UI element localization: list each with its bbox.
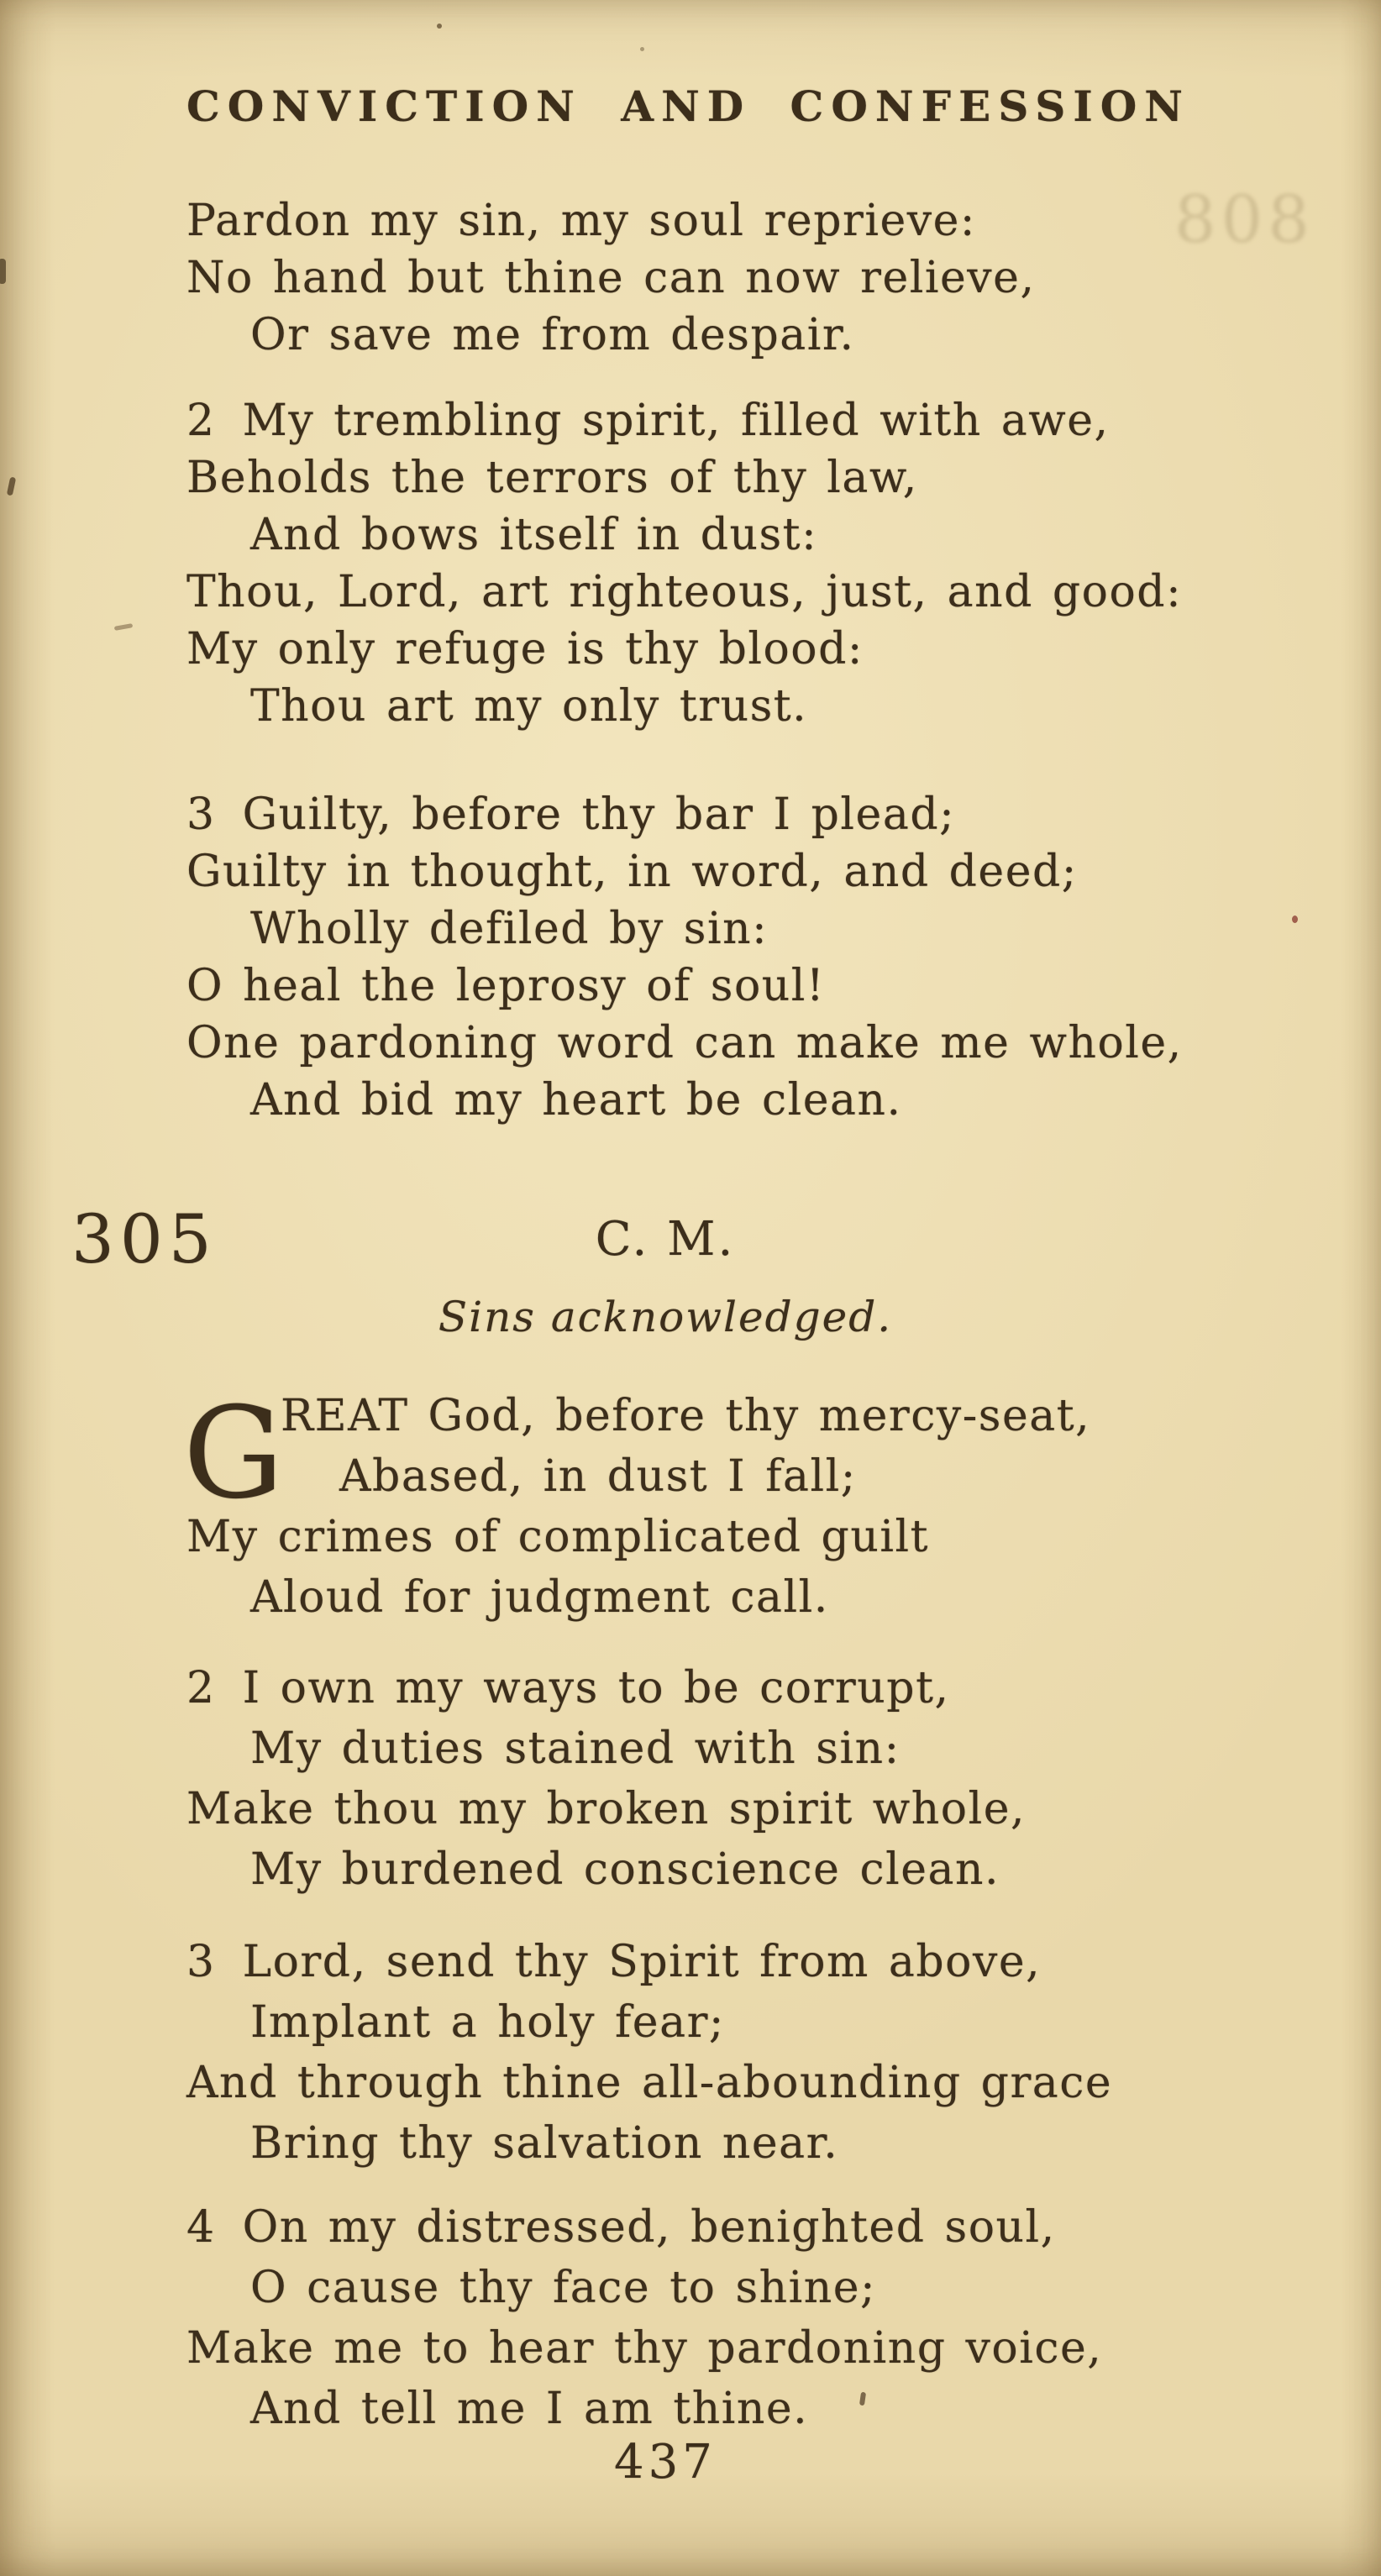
verse-line: O heal the leprosy of soul! [186,961,826,1011]
hymn-305-heading [71,1200,1144,1278]
hymn-304-stanza-2 [186,392,1183,735]
verse-line: My crimes of complicated guilt [186,1512,929,1562]
hymn-305-stanza-4 [186,2197,1144,2439]
margin-tick-mark [7,477,16,496]
verse-line [186,2197,1144,2258]
hymn-305-stanza-3 [186,1932,1144,2174]
verse-line: And tell me I am thine. [250,2384,809,2434]
verse-line: Beholds the terrors of thy law, [186,453,918,503]
text-block [71,0,1190,2439]
verse-line [186,1658,1144,1718]
hymn-304-stanza-partial [186,192,1144,364]
verse-line: Wholly defiled by sin: [250,904,769,954]
verse-number: 3 [186,1937,216,1987]
verse-line: Bring thy salvation near. [250,2118,839,2169]
verse-number: 3 [186,790,216,840]
bleed-through-ghost-number: 808 [1174,182,1315,258]
ink-speck [437,24,442,29]
hymn-305-stanza-2 [186,1658,1144,1900]
drop-cap-letter: G [183,1381,284,1527]
verse-line: My burdened conscience clean. [250,1844,1000,1895]
verse-line: And through thine all-abounding grace [186,2058,1113,2108]
verse-line-text: Guilty, before thy bar I plead; [242,790,956,840]
verse-line: Abased, in dust I fall; [339,1451,857,1502]
verse-number: 2 [186,1663,216,1713]
verse-line-text: My trembling spirit, filled with awe, [242,396,1110,446]
verse-line-text: I own my ways to be corrupt, [242,1663,950,1713]
margin-dash-mark [114,623,134,631]
verse-line: Guilty in thought, in word, and deed; [186,847,1078,897]
verse-line: No hand but thine can now relieve, [186,253,1036,303]
running-header: CONVICTION AND CONFESSION [186,81,1190,131]
verse-line: Aloud for judgment call. [250,1572,829,1623]
verse-line-text: Lord, send thy Spirit from above, [242,1937,1042,1987]
hymn-305-stanza-1 [183,1381,1144,1628]
verse-line: O cause thy face to shine; [250,2263,877,2313]
verse-line: Implant a holy fear; [250,1997,725,2048]
verse-line: And bows itself in dust: [250,510,818,560]
verse-line [186,392,1144,449]
verse-line: Thou art my only trust. [250,681,808,732]
verse-line [186,786,1144,843]
hymn-number: 305 [71,1200,218,1278]
verse-line: Or save me from despair. [250,310,855,360]
verse-line: Make me to hear thy pardoning voice, [186,2323,1103,2374]
verse-line: Thou, Lord, art righteous, just, and good: [186,567,1183,617]
scan-edge-mark [0,259,6,284]
verse-line: One pardoning word can make me whole, [186,1018,1183,1068]
hymn-304-stanza-3 [186,786,1183,1129]
ink-speck [640,47,644,51]
verse-line: REAT God, before thy mercy-seat, [281,1391,1091,1441]
hymn-subtitle: Sins acknowledged. [438,1293,893,1341]
hymn-meter: C. M. [595,1212,736,1267]
verse-line [186,1932,1144,1992]
verse-line: My duties stained with sin: [250,1723,901,1774]
verse-line-text: On my distressed, benighted soul, [242,2202,1056,2253]
verse-number: 4 [186,2202,216,2253]
verse-line: And bid my heart be clean. [250,1075,902,1125]
ink-speck [1292,916,1298,923]
verse-number: 2 [186,396,216,446]
verse-line: Make thou my broken spirit whole, [186,1784,1026,1834]
verse-line: Pardon my sin, my soul reprieve: [186,196,976,246]
page-number: 437 [614,2435,717,2489]
verse-line: My only refuge is thy blood: [186,624,864,674]
